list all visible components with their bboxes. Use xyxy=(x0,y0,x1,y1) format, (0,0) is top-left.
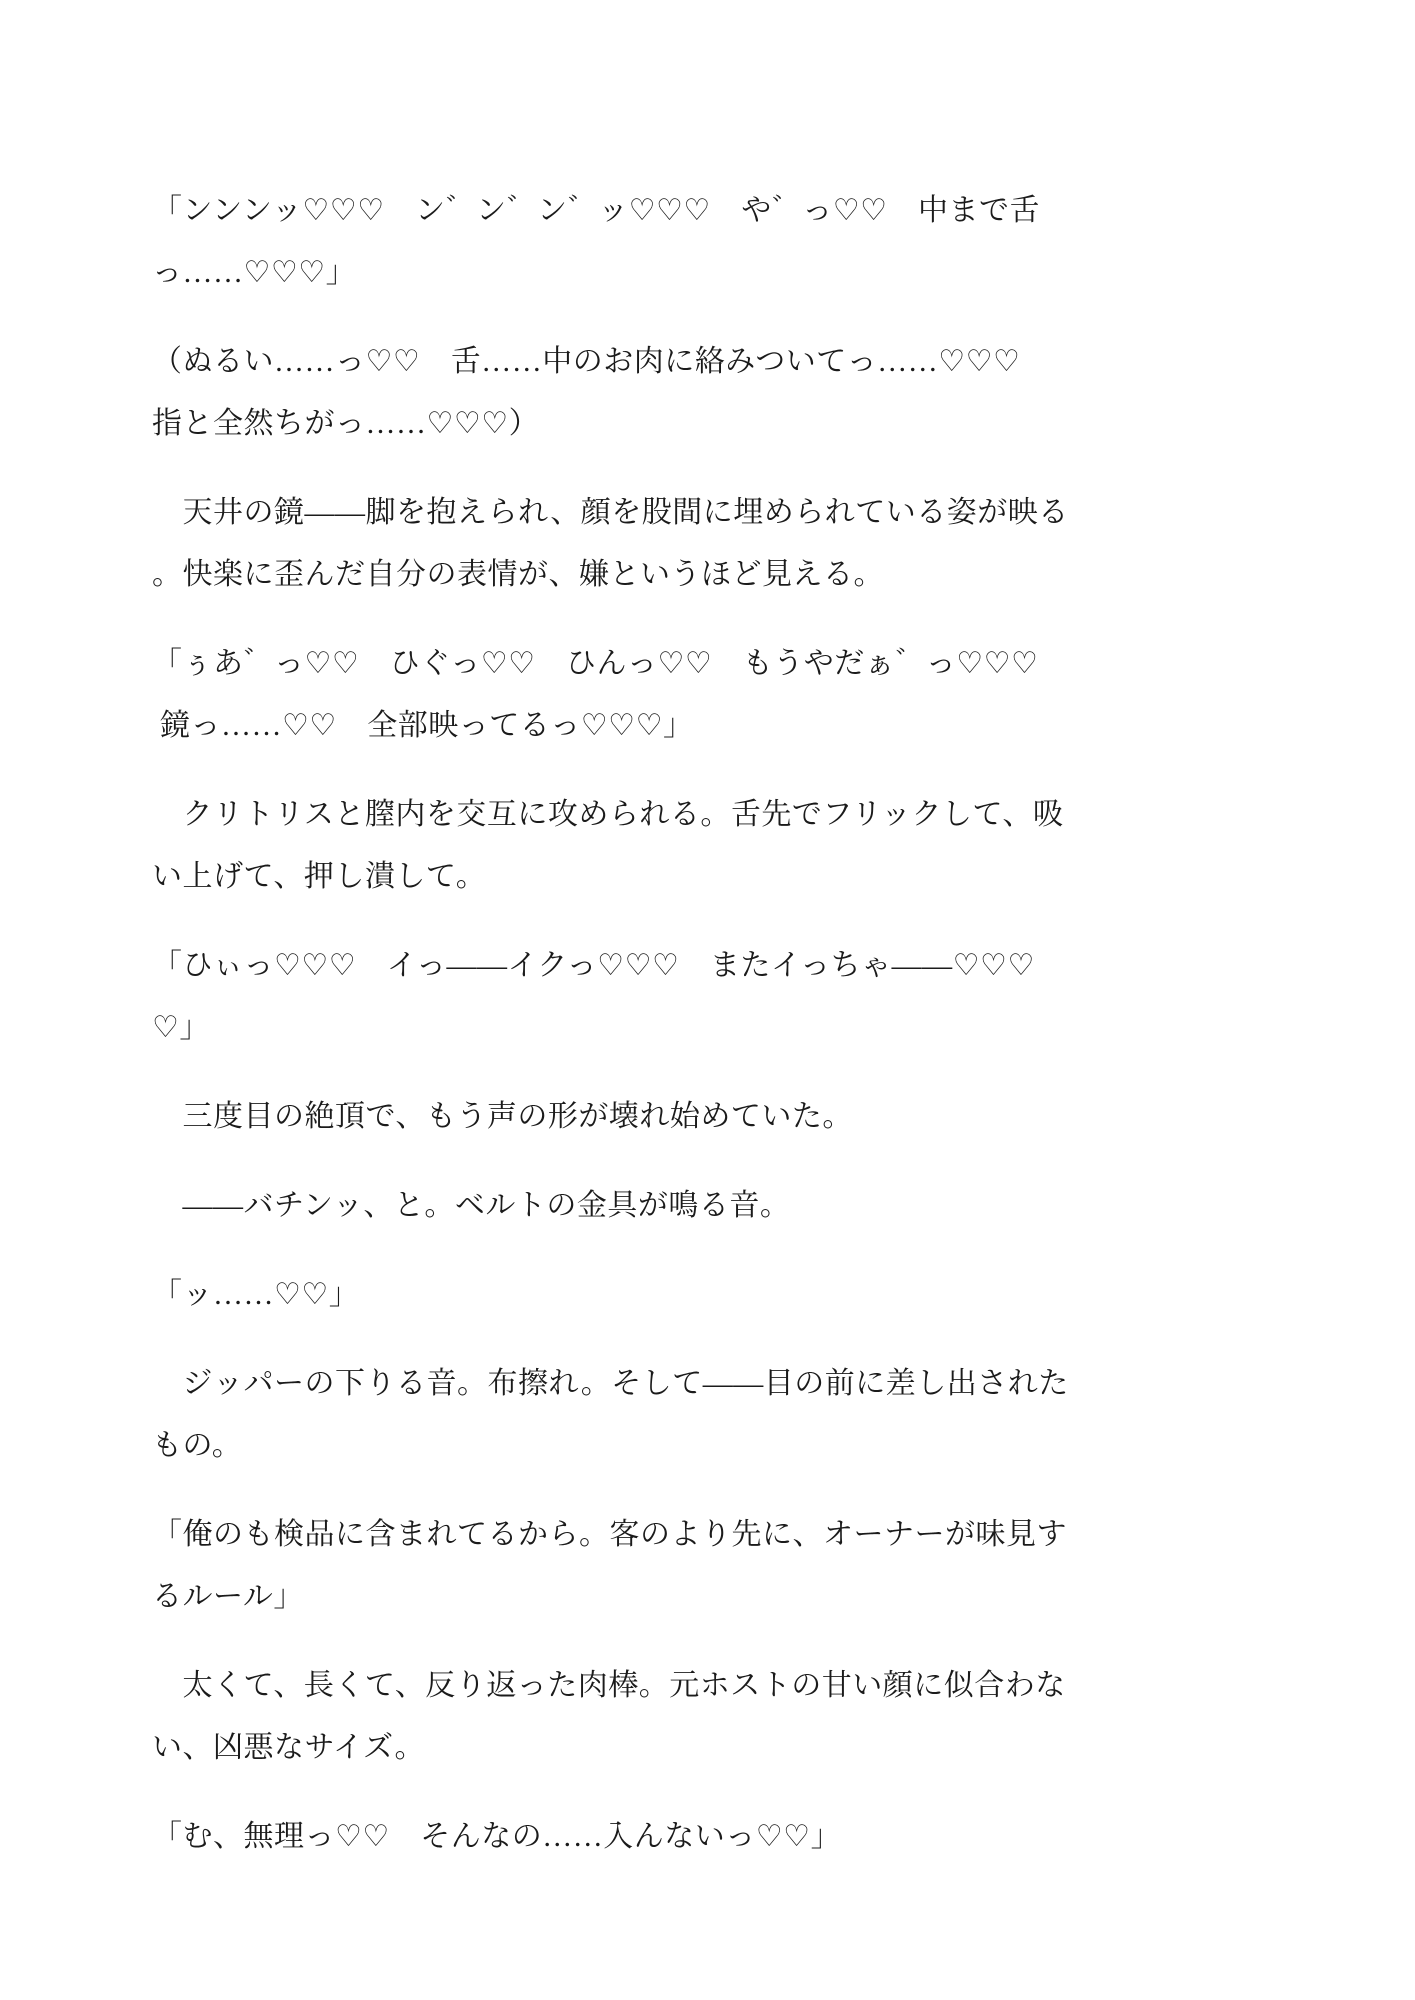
text-line: 三度目の絶頂で、もう声の形が壊れ始めていた。 xyxy=(152,1100,853,1133)
text-line: い、凶悪なサイズ。 xyxy=(152,1731,425,1764)
paragraph xyxy=(152,331,1302,455)
text-line: っ……♡♡♡」 xyxy=(152,256,357,289)
text-line: ジッパーの下りる音。布擦れ。そして——目の前に差し出された xyxy=(152,1367,1069,1400)
paragraph xyxy=(152,1175,1302,1237)
text-line: 太くて、長くて、反り返った肉棒。元ホストの甘い顔に似合わな xyxy=(152,1669,1066,1702)
text-line: 指と全然ちがっ……♡♡♡） xyxy=(152,407,540,440)
paragraph xyxy=(152,180,1302,304)
text-line: ——バチンッ、と。ベルトの金具が鳴る音。 xyxy=(152,1189,791,1222)
text-line: 「む、無理っ♡♡ そんなの……入んないっ♡♡」 xyxy=(152,1820,842,1853)
text-line: るルール」 xyxy=(152,1580,304,1613)
text-line: （ぬるい……っ♡♡ 舌……中のお肉に絡みついてっ……♡♡♡ xyxy=(152,345,1021,378)
paragraph xyxy=(152,784,1302,908)
text-line: 鏡っ……♡♡ 全部映ってるっ♡♡♡」 xyxy=(152,709,694,742)
paragraph xyxy=(152,1353,1302,1477)
paragraph xyxy=(152,1806,1302,1868)
text-line: 「ぅあ゛っ♡♡ ひぐっ♡♡ ひんっ♡♡ もうやだぁ゛っ♡♡♡ xyxy=(152,647,1039,680)
text-line: もの。 xyxy=(152,1429,243,1462)
text-line: 。快楽に歪んだ自分の表情が、嫌というほど見える。 xyxy=(152,558,884,591)
paragraph xyxy=(152,1655,1302,1779)
text-line: 「ンンンッ♡♡♡ ン゛ン゛ン゛ッ♡♡♡ や゛っ♡♡ 中まで舌 xyxy=(152,194,1041,227)
paragraph xyxy=(152,633,1302,757)
text-line: ♡」 xyxy=(152,1011,210,1044)
story-text-body xyxy=(152,180,1302,1895)
paragraph xyxy=(152,1504,1302,1628)
text-line: 「ッ……♡♡」 xyxy=(152,1278,360,1311)
paragraph xyxy=(152,482,1302,606)
paragraph xyxy=(152,1264,1302,1326)
text-line: い上げて、押し潰して。 xyxy=(152,860,487,893)
text-line: 天井の鏡——脚を抱えられ、顔を股間に埋められている姿が映る xyxy=(152,496,1069,529)
paragraph xyxy=(152,935,1302,1059)
text-line: 「ひぃっ♡♡♡ イっ——イクっ♡♡♡ またイっちゃ——♡♡♡ xyxy=(152,949,1035,982)
text-line: 「俺のも検品に含まれてるから。客のより先に、オーナーが味見す xyxy=(152,1518,1067,1551)
paragraph xyxy=(152,1086,1302,1148)
text-line: クリトリスと膣内を交互に攻められる。舌先でフリックして、吸 xyxy=(152,798,1064,831)
